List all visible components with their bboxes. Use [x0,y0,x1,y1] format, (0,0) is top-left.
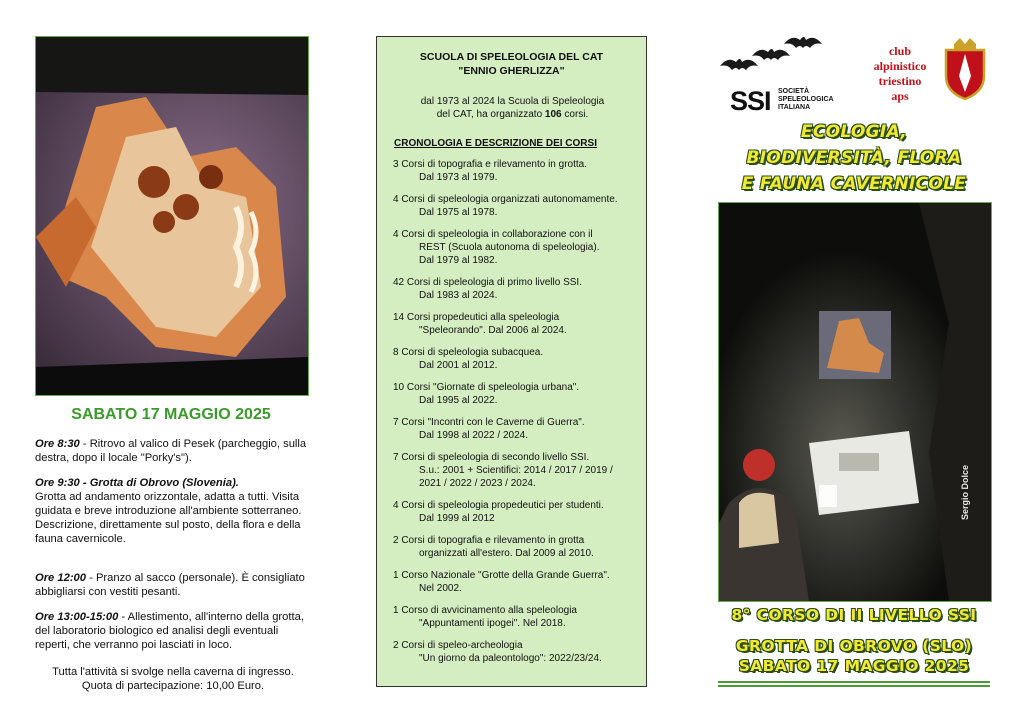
course-detail: REST (Scuola autonoma di speleologia). [419,242,600,254]
schedule-time: Ore 9:30 - Grotta di Obrovo (Slovenia). [35,477,239,489]
ssi-sub-line: ITALIANA [778,104,811,111]
activity-note: Tutta l'attività si svolge nella caverna di ingresso. [52,666,294,678]
eco-title-line-1: ECOLOGIA, [800,122,908,142]
course-entry [393,158,641,184]
intro-text: del CAT, ha organizzato [436,109,545,120]
club-name [860,44,940,104]
schedule-text: Grotta ad andamento orizzontale, adatta a tutti. Visita guidata e breve introduzione all'ambiente sotterraneo. Descrizione, direttamente sul posto, della flora e della fauna cavernicole. [35,491,302,545]
course-description: 10 Corsi "Giornate di speleologia urbana". [393,382,580,393]
course-description: 4 Corsi di speleologia propedeutici per studenti. [393,500,604,511]
course-description: 4 Corsi di speleologia in collaborazione con il [393,229,593,240]
schedule-text: - Ritrovo al valico di Pesek (parcheggio, sulla destra, dopo il locale "Porky's"). [35,438,307,464]
school-name: "ENNIO GHERLIZZA" [458,65,565,77]
course-description: 4 Corsi di speleologia organizzati autonomamente. [393,194,618,205]
course-entry [393,569,641,595]
school-title: SCUOLA DI SPELEOLOGIA DEL CAT [419,51,604,63]
ssi-sub-line: SPELEOLOGICA [778,96,834,103]
photo-credit: Sergio Dolce [960,464,970,520]
course-title: 8° CORSO DI II LIVELLO SSI [731,606,977,624]
chronology-heading: CRONOLOGIA E DESCRIZIONE DEI CORSI [394,138,597,149]
event-date-heading: SABATO 17 MAGGIO 2025 [71,406,271,423]
course-detail: Nel 2002. [419,583,462,595]
ssi-logo [730,86,834,117]
schedule-item-1200 [35,571,311,599]
skull-fossil-photo [35,36,309,396]
course-description: 2 Corsi di topografia e rilevamento in grotta [393,535,585,546]
course-entry [393,346,641,372]
course-description: 42 Corsi di speleologia di primo livello SSI. [393,277,582,288]
course-detail: Dal 1999 al 2012 [419,513,495,525]
course-entry [393,534,641,560]
course-detail: S.u.: 2001 + Scientifici: 2014 / 2017 / 2019 / [419,465,613,477]
course-description: 8 Corsi di speleologia subacquea. [393,347,544,358]
eco-title-line-2: BIODIVERSITÀ, FLORA [746,148,962,168]
course-entry [393,639,641,665]
fee-block [35,665,311,693]
course-description: 3 Corsi di topografia e rilevamento in grotta. [393,159,587,170]
club-shield-icon [940,36,990,102]
course-detail: Dal 1998 al 2022 / 2024. [419,430,528,442]
courses-panel [376,36,647,687]
course-entry [393,228,641,268]
course-description: 14 Corsi propedeutici alla speleologia [393,312,560,323]
ssi-letters: SSI [730,86,771,116]
course-description: 2 Corsi di speleo-archeologia [393,640,523,651]
schedule-item-1300 [35,610,311,652]
club-line: aps [891,89,909,103]
club-line: triestino [878,74,922,88]
schedule-time: Ore 12:00 [35,572,86,584]
course-detail: Dal 1979 al 1982. [419,255,498,267]
club-line: club [888,44,911,58]
course-entry [393,311,641,337]
course-description: 1 Corso Nazionale "Grotte della Grande Guerra". [393,570,610,581]
course-detail: Dal 1975 al 1978. [419,207,498,219]
intro-line-2 [387,108,638,121]
course-place: GROTTA DI OBROVO (SLO) [735,637,973,655]
course-detail: "Speleorando". Dal 2006 al 2024. [419,325,567,337]
schedule-time: Ore 8:30 [35,438,80,450]
ssi-subtitle [778,88,834,112]
course-detail: Dal 1973 al 1979. [419,172,498,184]
course-entry [393,416,641,442]
eco-title-line-3: E FAUNA CAVERNICOLE [741,174,967,194]
course-entry [393,381,641,407]
course-description: 7 Corsi di speleologia di secondo livello SSI. [393,452,590,463]
schedule-text: - Pranzo al sacco (personale). È consigliato abbigliarsi con vestiti pesanti. [35,572,305,598]
course-detail: Dal 1983 al 2024. [419,290,498,302]
course-description: 7 Corsi "Incontri con le Caverne di Guerra". [393,417,585,428]
schedule-item-0930 [35,476,311,546]
schedule-time: Ore 13:00-15:00 [35,611,119,623]
divider-line [718,681,990,683]
ssi-sub-line: SOCIETÀ [778,88,810,95]
course-description: 1 Corso di avvicinamento alla speleologia [393,605,577,616]
cave-lab-photo [718,202,992,602]
course-detail: Dal 2001 al 2012. [419,360,498,372]
course-detail: Dal 1995 al 2022. [419,395,498,407]
course-detail: organizzati all'estero. Dal 2009 al 2010. [419,548,594,560]
schedule-item-0830 [35,437,311,465]
bats-icon [718,36,828,86]
course-detail: 2021 / 2022 / 2023 / 2024. [419,478,536,490]
intro-line-1: dal 1973 al 2024 la Scuola di Speleologia [420,96,605,107]
course-entry [393,451,641,491]
club-line: alpinistico [873,59,927,73]
course-count: 106 [544,109,562,120]
course-entry [393,499,641,525]
schedule-text: - Allestimento, all'interno della grotta, del laboratorio biologico ed analisi degli eventuali reperti, che verranno poi lasciati in loco. [35,611,304,651]
course-entry [393,193,641,219]
course-entry [393,604,641,630]
participation-fee: Quota di partecipazione: 10,00 Euro. [81,680,265,692]
course-detail: "Appuntamenti ipogei". Nel 2018. [419,618,566,630]
divider-line [718,685,990,687]
course-detail: "Un giorno da paleontologo": 2022/23/24. [419,653,602,665]
course-date: SABATO 17 MAGGIO 2025 [738,657,970,675]
intro-text: corsi. [561,109,589,120]
course-entry [393,276,641,302]
